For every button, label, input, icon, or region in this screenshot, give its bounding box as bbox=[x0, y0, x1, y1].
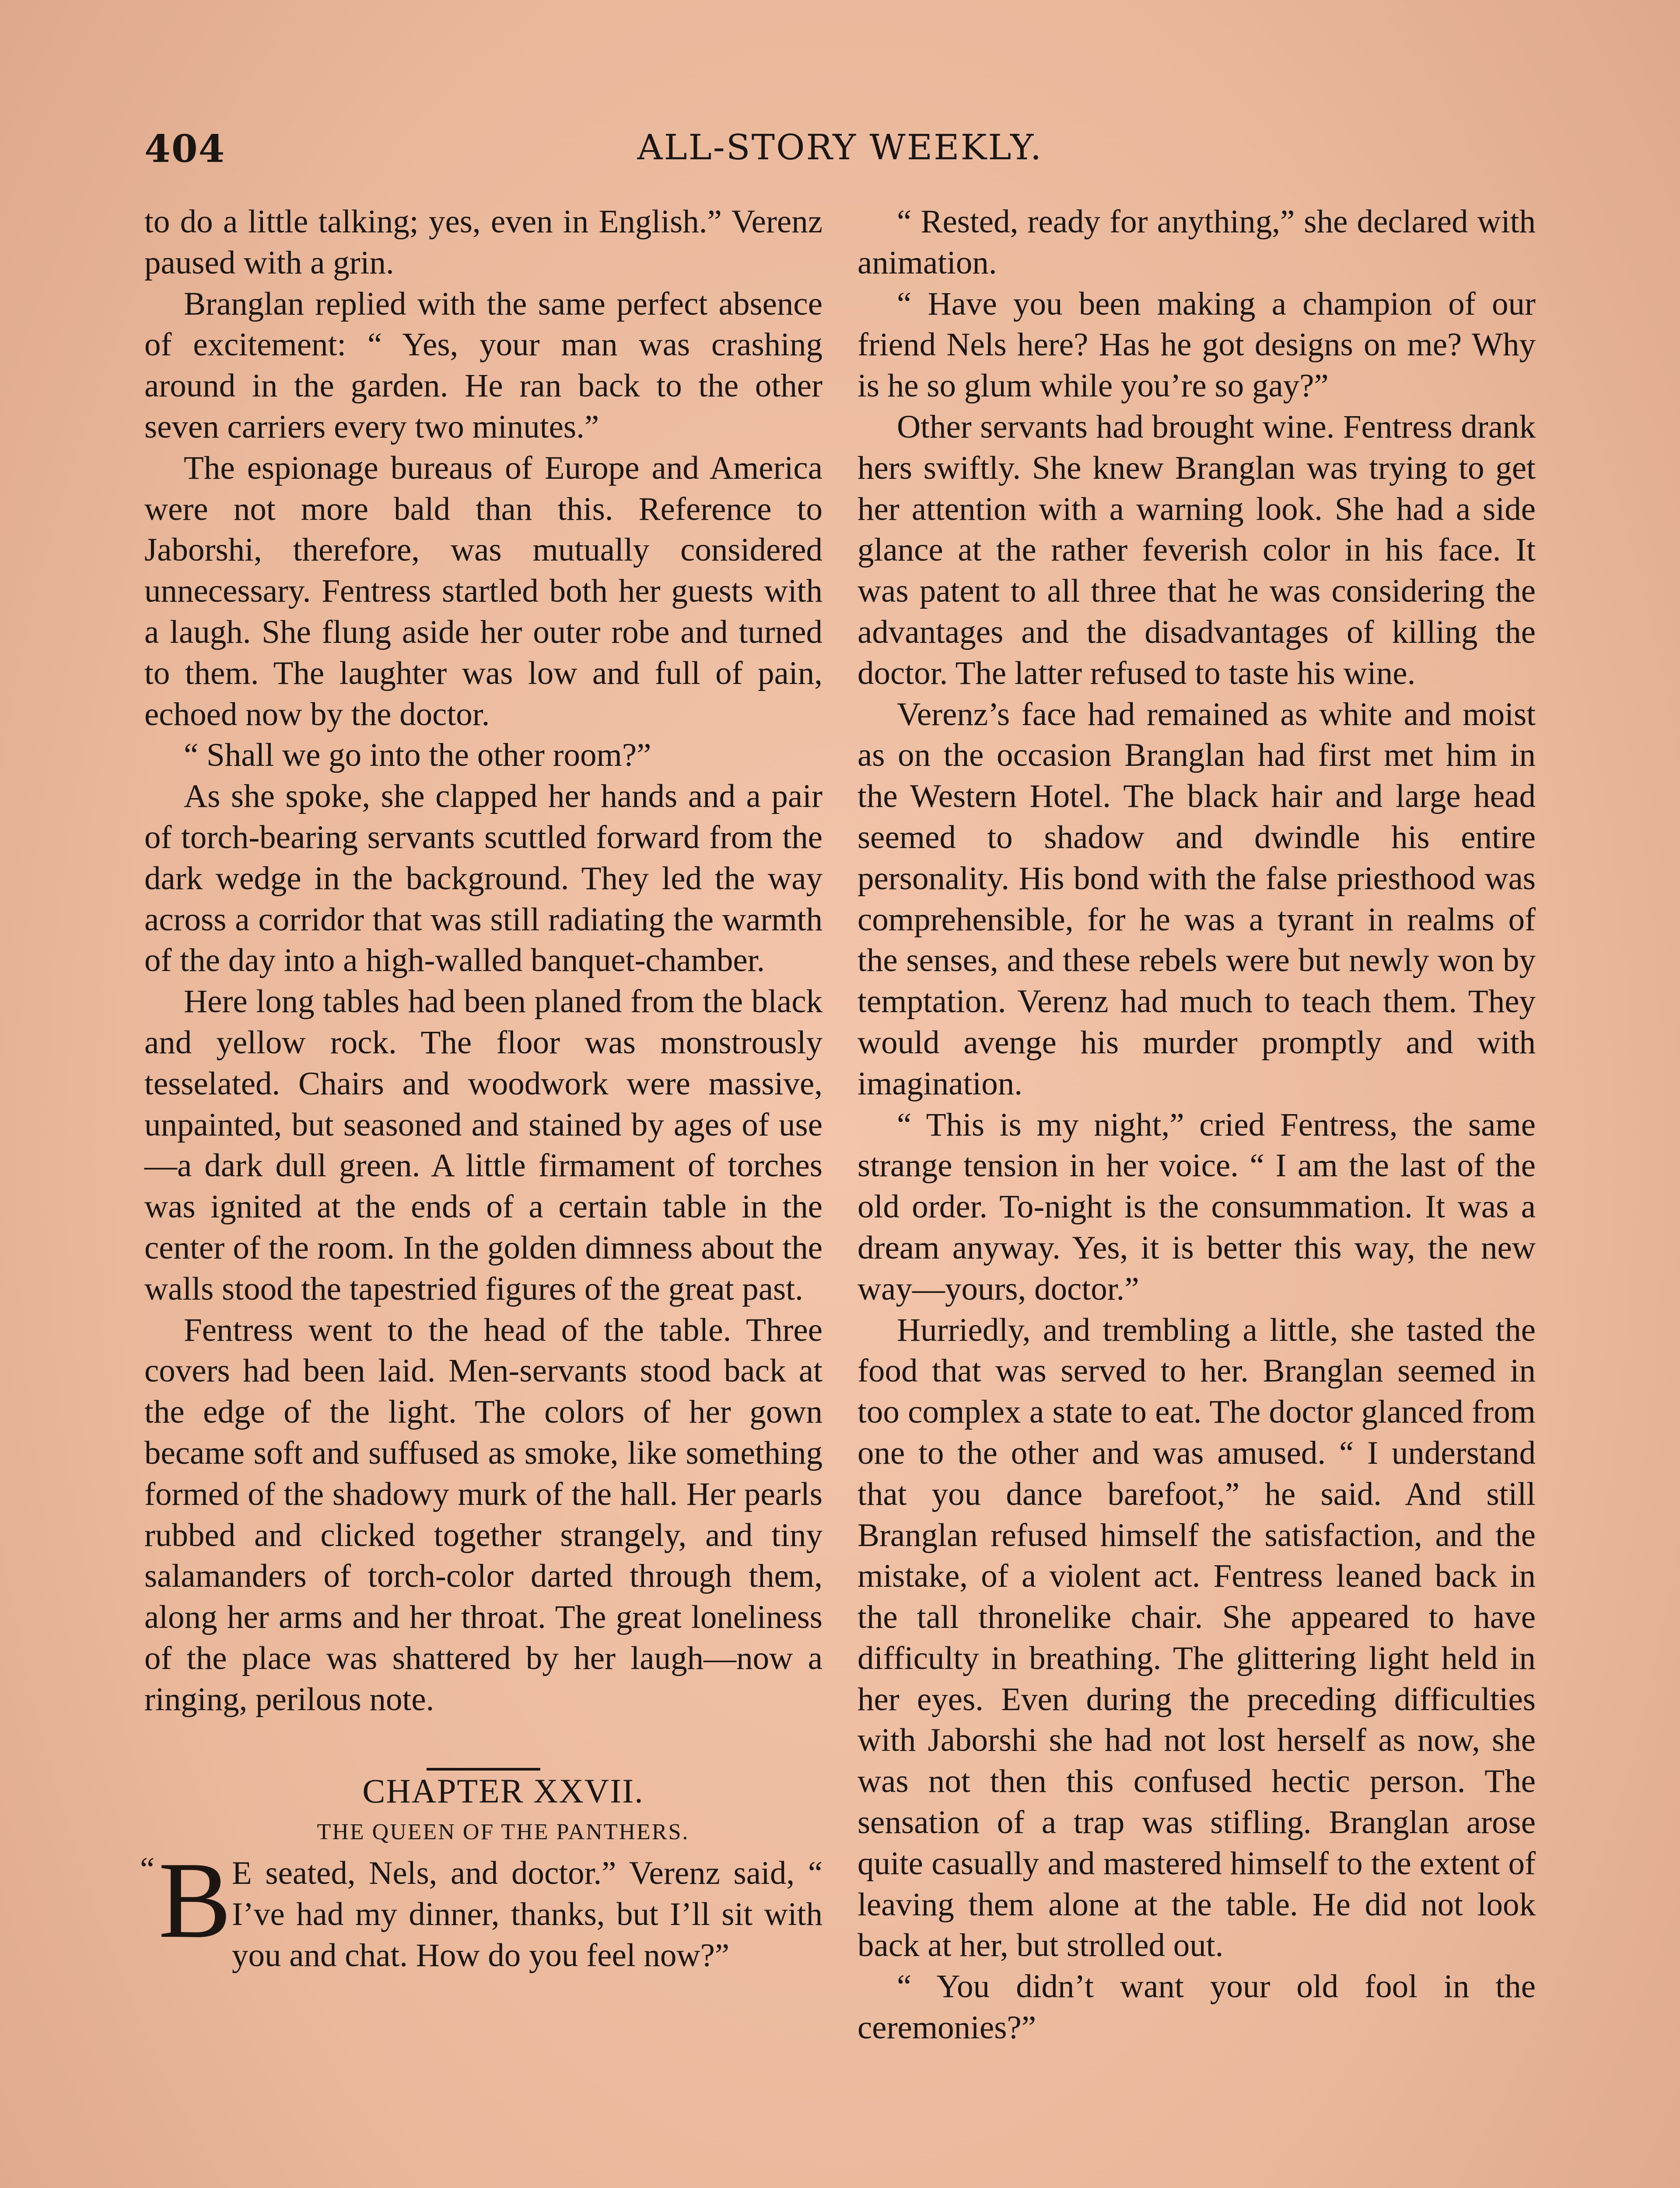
paragraph: As she spoke, she clapped her hands and a pair of torch-bearing servants scuttled forward from the dark wedge in the background. They led the way across a corridor that was still radiating the warmth of the day into a high-walled banquet-chamber. bbox=[144, 778, 822, 979]
chapter-title: CHAPTER XXVII. bbox=[362, 1772, 644, 1810]
paragraph: “ Have you been making a champion of our friend Nels here? Has he got designs on me? Why is he so glum while you’re so gay?” bbox=[858, 285, 1536, 404]
paragraph: to do a little talking; yes, even in English.” Verenz paused with a grin. bbox=[144, 203, 822, 281]
paragraph: “ This is my night,” cried Fentress, the same strange tension in her voice. “ I am the last of the old order. To-night is the consummation. It was a dream anyway. Yes, it is better this way, the new way—yours, doctor.” bbox=[858, 1106, 1536, 1307]
paragraph: “ Shall we go into the other room?” bbox=[184, 737, 651, 774]
page-header bbox=[144, 127, 1536, 184]
paragraph: Branglan replied with the same perfect absence of excitement: “ Yes, your man was crashing around in the garden. He ran back to the other seven carriers every two minutes.” bbox=[144, 285, 822, 445]
drop-cap-block bbox=[140, 1840, 231, 1971]
opening-text: E seated, Nels, and doctor.” Verenz said, “ I’ve had my dinner, thanks, but I’ll sit with you and chat. How do you feel now?” bbox=[232, 1855, 822, 1974]
left-column bbox=[140, 201, 822, 1976]
opening-quote-mark: “ bbox=[140, 1851, 155, 1888]
paragraph: Verenz’s face had remained as white and moist as on the occasion Branglan had first met him in the Western Hotel. The black hair and large head seemed to shadow and dwindle his entire personality. His bond with the false priesthood was comprehensible, for he was a tyrant in realms of the senses, and these rebels were but newly won by temptation. Verenz had much to teach them. They would avenge his murder promptly and with imagination. bbox=[858, 696, 1536, 1102]
right-column bbox=[858, 201, 1536, 2048]
paragraph: The espionage bureaus of Europe and America were not more bald than this. Reference to Jaborshi, therefore, was mutually considered unnecessary. Fentress startled both her guests with a laugh. She flung aside her outer robe and turned to them. The laughter was low and full of pain, echoed now by the doctor. bbox=[144, 449, 822, 733]
chapter-subtitle: THE QUEEN OF THE PANTHERS. bbox=[317, 1820, 690, 1845]
opening-paragraph bbox=[140, 1840, 822, 1976]
page-number: 404 bbox=[144, 127, 226, 171]
paragraph: Here long tables had been planed from the black and yellow rock. The floor was monstrously tesselated. Chairs and woodwork were massive, unpainted, but seasoned and stained by ages of use—a dark dull green. A little firmament of torches was ignited at the ends of a certain table in the center of the room. In the golden dimness about the walls stood the tapestried figures of the great past. bbox=[144, 983, 822, 1307]
paragraph: Fentress went to the head of the table. Three covers had been laid. Men-servants stood back at the edge of the light. The colors of her gown became soft and suffused as smoke, like something formed of the shadowy murk of the hall. Her pearls rubbed and clicked together strangely, and tiny salamanders of torch-color darted through them, along her arms and her throat. The great loneliness of the place was shattered by her laugh—now a ringing, perilous note. bbox=[144, 1311, 822, 1718]
paragraph: Other servants had brought wine. Fentress drank hers swiftly. She knew Branglan was trying to get her attention with a warning look. She had a side glance at the rather feverish color in his face. It was patent to all three that he was considering the advantages and the disadvantages of killing the doctor. The latter refused to taste his wine. bbox=[858, 408, 1536, 691]
paragraph: “ Rested, ready for anything,” she declared with animation. bbox=[858, 203, 1536, 281]
drop-cap-letter: B bbox=[158, 1840, 231, 1961]
paragraph: Hurriedly, and trembling a little, she tasted the food that was served to her. Branglan seemed in too complex a state to eat. The doctor glanced from one to the other and was amused. “ I understand that you dance barefoot,” he said. And still Branglan refused himself the satisfaction, and the mistake, of a violent act. Fentress leaned back in the tall thronelike chair. She appeared to have difficulty in breathing. The glittering light held in her eyes. Even during the preceding difficulties with Jaborshi she had not lost herself as now, she was not then this confused hectic person. The sensation of a trap was stifling. Branglan arose quite casually and mastered himself to the extent of leaving them alone at the table. He did not look back at her, but strolled out. bbox=[858, 1311, 1536, 1964]
paragraph: “ You didn’t want your old fool in the ceremonies?” bbox=[858, 1968, 1536, 2046]
running-head: ALL-STORY WEEKLY. bbox=[637, 127, 1043, 168]
